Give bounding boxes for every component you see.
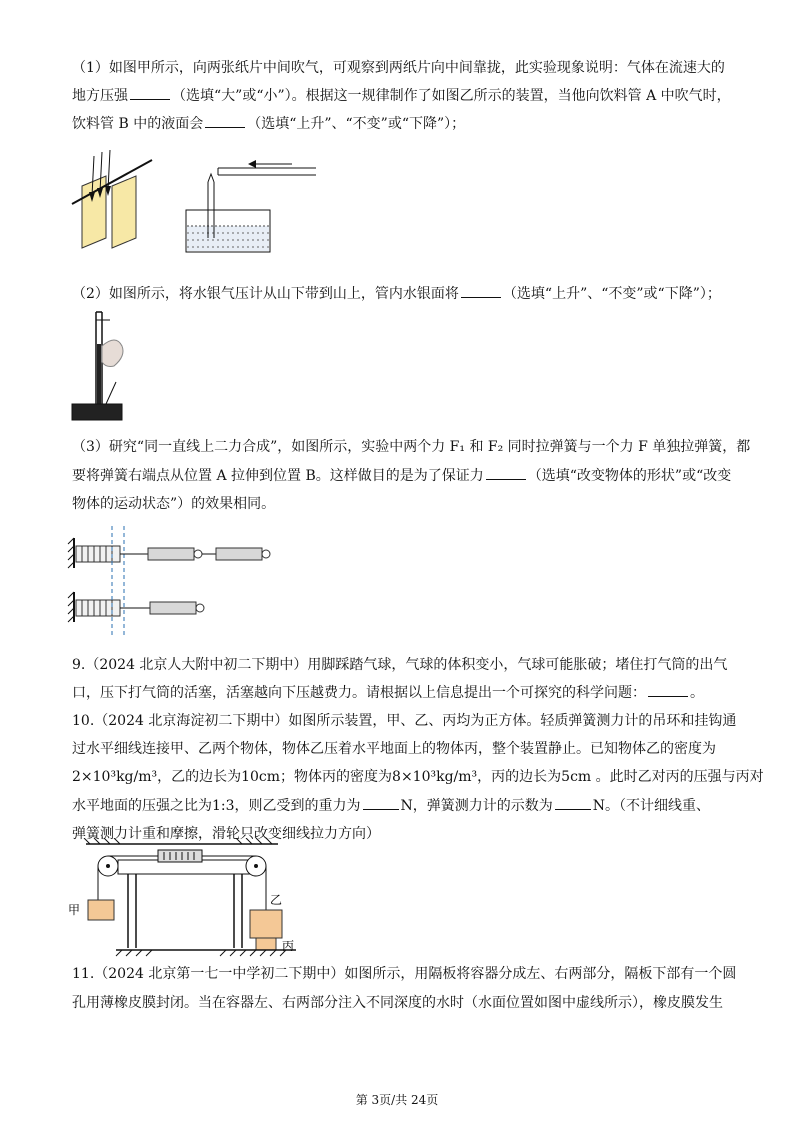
q10-line1: 10.（2024 北京海淀初二下期中）如图所示装置，甲、乙、丙均为正方体。轻质弹簧测力计的吊环和挂钩通: [72, 713, 737, 729]
q11-line1: 11.（2024 北京第一七一中学初二下期中）如图所示，用隔板将容器分成左、右两部分，隔板下部有一个圆: [72, 966, 737, 982]
q10-text: N，弹簧测力计的示数为: [400, 798, 553, 814]
q9-line2: [72, 683, 704, 703]
q8-p1-text: （选填“大”或“小”）。根据这一规律制作了如图乙所示的装置，当他向饮料管 A 中吹气时，: [172, 88, 731, 104]
q8-p1-line1: （1）如图甲所示，向两张纸片中间吹气，可观察到两纸片向中间靠拢，此实验现象说明：气体在流速大的: [72, 60, 725, 76]
q8-p3-line3: 物体的运动状态”）的效果相同。: [72, 496, 276, 512]
q8-p1-line3: [72, 114, 465, 134]
answer-blank[interactable]: [461, 297, 501, 298]
figure-spring-forces: [66, 516, 286, 638]
answer-blank[interactable]: [648, 696, 688, 697]
q11-line2: 孔用薄橡皮膜封闭。当在容器左、右两部分注入不同深度的水时（水面位置如图中虚线所示），橡皮膜发生: [72, 995, 723, 1011]
q8-p3-text: （选填“改变物体的形状”或“改变: [527, 468, 732, 484]
q8-p3-line1: （3）研究“同一直线上二力合成”，如图所示，实验中两个力 F₁ 和 F₂ 同时拉弹簧与一个力 F 单独拉弹簧，都: [72, 439, 751, 455]
q10-text: N。（不计细线重、: [592, 798, 711, 814]
figure-pulley-apparatus: [66, 838, 316, 958]
q8-p2-text: （2）如图所示，将水银气压计从山下带到山上，管内水银面将: [72, 286, 459, 302]
q10-text: 水平地面的压强之比为1:3，则乙受到的重力为: [72, 798, 361, 814]
q8-p2-text: （选填“上升”、“不变”或“下降”）；: [502, 286, 721, 302]
answer-blank[interactable]: [130, 99, 170, 100]
q8-p1-text: 饮料管 B 中的液面会: [72, 116, 204, 132]
q8-p1-text: （选填“上升”、“不变”或“下降”）；: [247, 116, 466, 132]
fig4-yi-label: 乙: [270, 893, 283, 907]
q8-p1-line2: [72, 86, 731, 106]
page-footer: 第 3页/共 24页: [355, 1093, 439, 1107]
fig4-jia-label: 甲: [68, 903, 81, 917]
q9-line1: 9.（2024 北京人大附中初二下期中）用脚踩踏气球，气球的体积变小，气球可能胀破；堵住打气筒的出气: [72, 657, 728, 673]
q10-line4: [72, 796, 710, 816]
q8-p1-text: 地方压强: [72, 88, 128, 104]
figure-barometer: [66, 306, 166, 426]
q8-p3-text: 要将弹簧右端点从位置 A 拉伸到位置 B。这样做目的是为了保证力: [72, 468, 484, 484]
q9-text: 。: [690, 685, 704, 701]
answer-blank[interactable]: [486, 479, 526, 480]
figure-blowing-paper: [66, 138, 336, 278]
fig4-bing-label: 丙: [282, 939, 295, 953]
q10-line5: 弹簧测力计重和摩擦，滑轮只改变细线拉力方向）: [72, 826, 380, 842]
q10-line2: 过水平细线连接甲、乙两个物体，物体乙压着水平地面上的物体丙，整个装置静止。已知物体乙的密度为: [72, 741, 716, 757]
q9-text: 口，压下打气筒的活塞，活塞越向下压越费力。请根据以上信息提出一个可探究的科学问题：: [72, 685, 646, 701]
q8-p3-line2: [72, 466, 731, 486]
answer-blank[interactable]: [363, 809, 399, 810]
answer-blank[interactable]: [205, 127, 245, 128]
q10-line3: 2×10³kg/m³，乙的边长为10cm；物体丙的密度为8×10³kg/m³，丙的边长为5cm 。此时乙对丙的压强与丙对: [72, 769, 764, 785]
answer-blank[interactable]: [555, 809, 591, 810]
q8-p2-line: [72, 284, 721, 304]
